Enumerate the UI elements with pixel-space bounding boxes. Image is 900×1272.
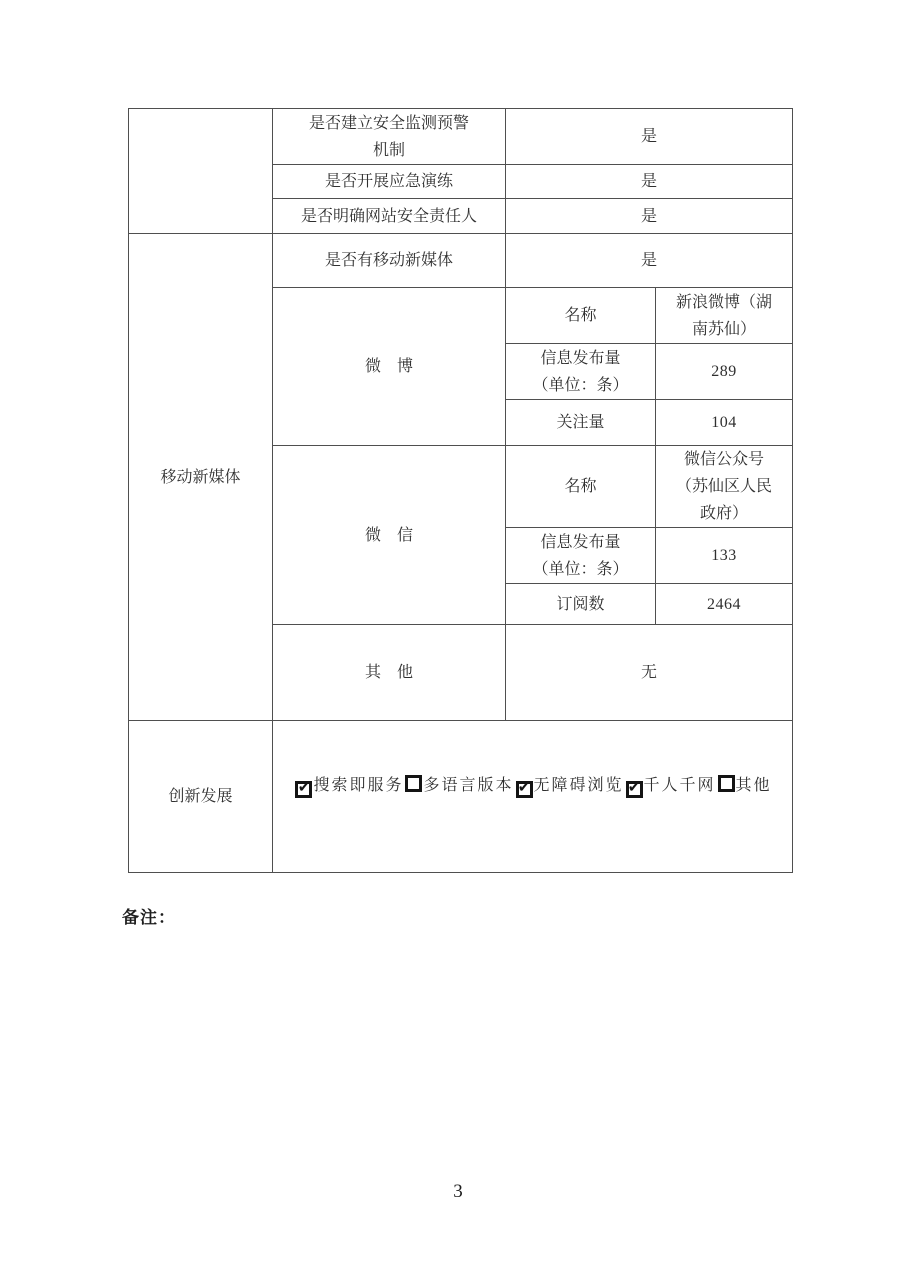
field-value-cell: 2464 — [656, 584, 793, 625]
section-label-mobile-media: 移动新媒体 — [129, 234, 273, 721]
innovation-option — [624, 777, 716, 794]
innovation-option — [403, 777, 513, 794]
answer-cell: 是 — [506, 109, 793, 165]
other-label-cell: 其 他 — [273, 625, 506, 721]
innovation-option — [514, 777, 624, 794]
innovation-options-line — [273, 772, 792, 799]
checkbox-icon — [516, 781, 533, 798]
innovation-option — [716, 777, 772, 794]
field-value-cell: 289 — [656, 344, 793, 400]
field-label-cell: 信息发布量（单位：条） — [506, 344, 656, 400]
field-label-cell: 信息发布量（单位：条） — [506, 528, 656, 584]
innovation-option-label: 搜索即服务 — [313, 777, 404, 794]
question-cell: 是否明确网站安全责任人 — [273, 199, 506, 234]
answer-cell: 是 — [506, 165, 793, 199]
innovation-option-label: 无障碍浏览 — [533, 777, 624, 794]
innovation-option-label: 多语言版本 — [423, 777, 514, 794]
empty-label-cell — [129, 109, 273, 234]
answer-cell: 无 — [506, 625, 793, 721]
checkbox-icon — [718, 775, 735, 792]
table-row — [129, 721, 793, 873]
innovation-option — [293, 777, 403, 794]
weibo-label-cell: 微 博 — [273, 288, 506, 446]
table-row — [129, 234, 793, 288]
page-number: 3 — [453, 1181, 463, 1202]
field-label-cell: 名称 — [506, 288, 656, 344]
answer-cell: 是 — [506, 199, 793, 234]
wechat-label-cell: 微 信 — [273, 446, 506, 625]
innovation-option-label: 千人千网 — [643, 777, 716, 794]
checkbox-icon — [295, 781, 312, 798]
question-cell: 是否有移动新媒体 — [273, 234, 506, 288]
field-label-cell: 关注量 — [506, 400, 656, 446]
question-cell: 是否建立安全监测预警机制 — [273, 109, 506, 165]
checkbox-icon — [626, 781, 643, 798]
section-label-innovation: 创新发展 — [129, 721, 273, 873]
checkbox-icon — [405, 775, 422, 792]
field-label-cell: 订阅数 — [506, 584, 656, 625]
field-value-cell: 新浪微博（湖南苏仙） — [656, 288, 793, 344]
table-row — [129, 109, 793, 165]
field-value-cell: 133 — [656, 528, 793, 584]
answer-cell: 是 — [506, 234, 793, 288]
question-cell: 是否开展应急演练 — [273, 165, 506, 199]
field-label-cell: 名称 — [506, 446, 656, 528]
field-value-cell: 104 — [656, 400, 793, 446]
field-value-cell: 微信公众号（苏仙区人民政府） — [656, 446, 793, 528]
report-table — [128, 108, 793, 873]
innovation-option-label: 其他 — [735, 777, 772, 794]
innovation-options-cell — [273, 721, 793, 873]
remarks-label: 备注： — [122, 908, 176, 927]
